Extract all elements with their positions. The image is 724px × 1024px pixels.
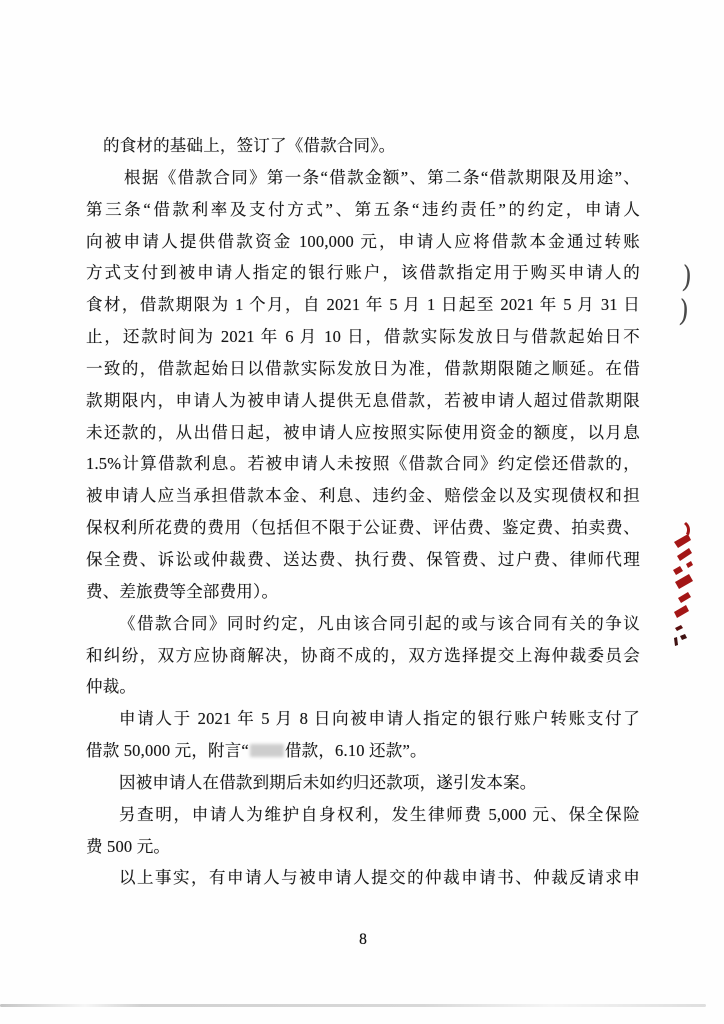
text-line: 因被申请人在借款到期后未如约归还款项，遂引发本案。 xyxy=(119,772,537,792)
text-line: 以上事实，有申请人与被申请人提交的仲裁申请书、仲裁反请求申 xyxy=(119,868,640,888)
page-number: 8 xyxy=(359,931,367,948)
binding-mark-icon: ) xyxy=(680,259,694,296)
text-line: 《借款合同》同时约定，凡由该合同引起的或与该合同有关的争议 xyxy=(119,613,640,633)
text-line xyxy=(86,735,640,767)
text-line: 一致的，借款起始日以借款实际发放日为准，借款期限随之顺延。在借 xyxy=(86,358,640,378)
text-line: 方式支付到被申请人指定的银行账户，该借款指定用于购买申请人的 xyxy=(86,263,640,283)
binding-mark-icon: ) xyxy=(677,293,691,330)
text-segment: 借款 50,000 元，附言“ xyxy=(86,741,249,761)
text-line: 的食材的基础上，签订了《借款合同》。 xyxy=(103,136,396,155)
text-line: 申请人于 2021 年 5 月 8 日向被申请人指定的银行账户转账支付了 xyxy=(119,709,640,729)
seal-fragment-icon xyxy=(671,520,693,652)
text-line: 和纠纷，双方应协商解决，协商不成的，双方选择提交上海仲裁委员会 xyxy=(86,645,640,665)
text-line: 仲裁。 xyxy=(86,677,137,697)
text-line: 保全费、诉讼或仲裁费、送达费、执行费、保管费、过户费、律师代理 xyxy=(86,549,640,569)
text-line: 向被申请人提供借款资金 100,000 元，申请人应将借款本金通过转账 xyxy=(86,231,640,251)
text-line: 根据《借款合同》第一条“借款金额”、第二条“借款期限及用途”、 xyxy=(124,167,640,187)
scan-shadow xyxy=(0,1004,706,1007)
text-line: 止，还款时间为 2021 年 6 月 10 日，借款实际发放日与借款起始日不 xyxy=(86,327,640,347)
text-line: 另查明，申请人为维护自身权利，发生律师费 5,000 元、保全保险 xyxy=(119,804,640,824)
text-line: 1.5%计算借款利息。若被申请人未按照《借款合同》约定偿还借款的， xyxy=(86,454,640,474)
text-line: 保权利所花费的费用（包括但不限于公证费、评估费、鉴定费、拍卖费、 xyxy=(86,518,640,538)
redacted-text xyxy=(250,744,284,757)
text-line: 费 500 元。 xyxy=(86,836,171,856)
text-segment: 借款，6.10 还款”。 xyxy=(284,741,427,761)
text-line: 款期限内，申请人为被申请人提供无息借款，若被申请人超过借款期限 xyxy=(86,390,640,410)
text-block xyxy=(86,130,640,894)
text-line: 未还款的，从出借日起，被申请人应按照实际使用资金的额度，以月息 xyxy=(86,422,640,442)
text-line: 被申请人应当承担借款本金、利息、违约金、赔偿金以及实现债权和担 xyxy=(86,486,640,506)
text-line: 第三条“借款利率及支付方式”、第五条“违约责任”的约定，申请人 xyxy=(86,199,640,219)
text-line: 食材，借款期限为 1 个月，自 2021 年 5 月 1 日起至 2021 年 5 月 31 日 xyxy=(86,295,640,315)
text-line: 费、差旅费等全部费用）。 xyxy=(86,581,279,601)
